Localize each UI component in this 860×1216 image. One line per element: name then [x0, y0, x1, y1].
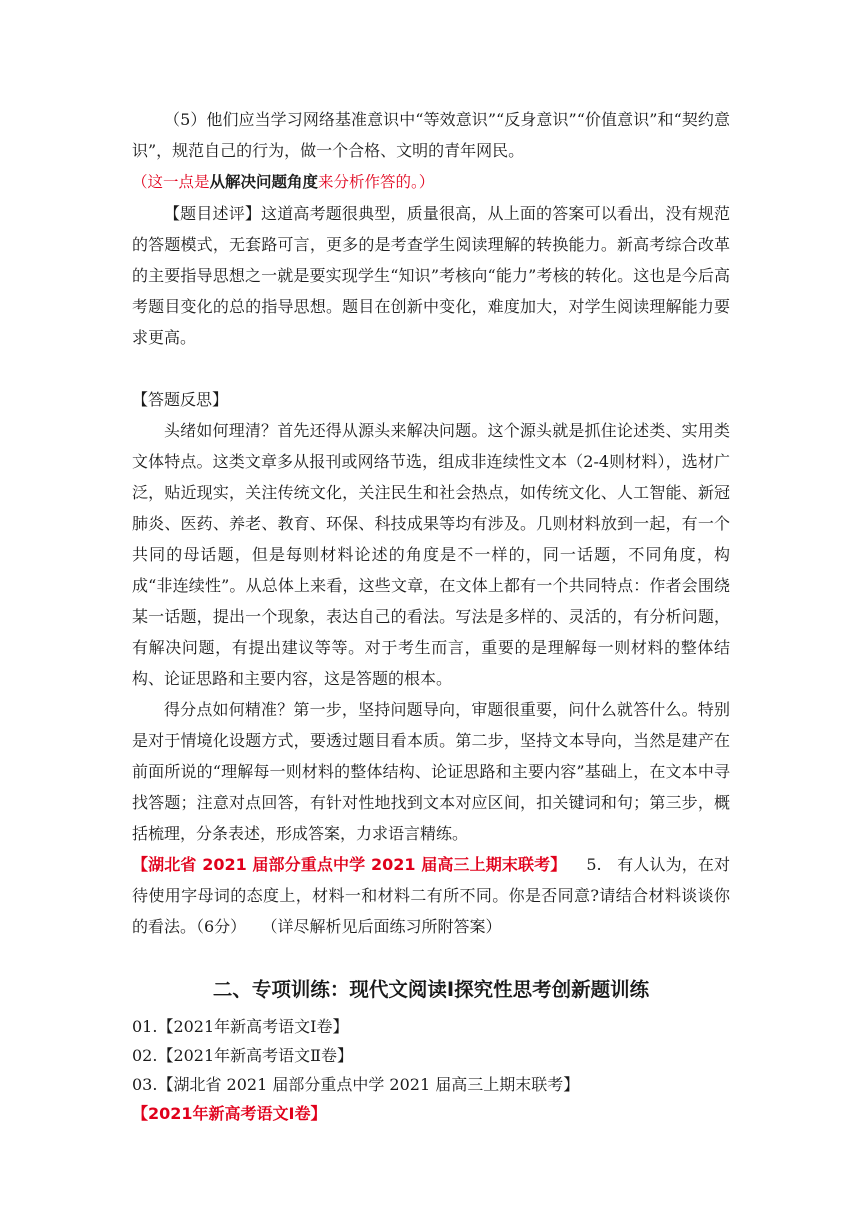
note-close: 来分析作答的。）: [318, 173, 435, 191]
answer-note: [132, 166, 730, 198]
question-text: 有人认为，在对待使用字母词的态度上，材料一和材料二有所不同。你是否同意?请结合材料谈谈你的看法。（6分）: [132, 855, 730, 936]
note-open: （这一点是: [132, 173, 210, 191]
practice-question: [132, 849, 730, 942]
training-item: 02.【2021年新高考语文Ⅱ卷】: [132, 1046, 354, 1065]
reflection-paragraph-1: 头绪如何理清？首先还得从源头来解决问题。这个源头就是抓住论述类、实用类文体特点。这类文章多从报刊或网络节选，组成非连续性文本（2-4则材料），选材广泛，贴近现实，关注传统文化，关注民生和社会热点，如传统文化、人工智能、新冠肺炎、医药、养老、教育、环保、科技成果等均有涉及。几则材料放到一起，有一个共同的母话题，但是每则材料论述的角度是不一样的，同一话题，不同角度，构成“非连续性”。从总体上来看，这些文章，在文体上都有一个共同特点：作者会围绕某一话题，提出一个现象，表达自己的看法。写法是多样的、灵活的，有分析问题，有解决问题，有提出建议等等。对于考生而言，重要的是理解每一则材料的整体结构、论证思路和主要内容，这是答题的根本。: [132, 421, 730, 688]
reflection-paragraph-2: 得分点如何精准？第一步，坚持问题导向，审题很重要，问什么就答什么。特别是对于情境化设题方式，要透过题目看本质。第二步，坚持文本导向，当然是建产在前面所说的“理解每一则材料的整体结构、论证思路和主要内容”基础上，在文本中寻找答题；注意对点回答，有针对性地找到文本对应区间，扣关键词和句；第三步，概括梳理，分条表述，形成答案，力求语言精练。: [132, 700, 730, 843]
training-item: 01.【2021年新高考语文Ⅰ卷】: [132, 1017, 349, 1036]
training-item: 03.【湖北省 2021 届部分重点中学 2021 届高三上期末联考】: [132, 1075, 580, 1094]
training-subheading: 【2021年新高考语文Ⅰ卷】: [132, 1104, 327, 1123]
answer-point-5: （5）他们应当学习网络基准意识中“等效意识”“反身意识”“价值意识”和“契约意识”，规范自己的行为，做一个合格、文明的青年网民。: [132, 110, 730, 160]
question-source: 【湖北省 2021 届部分重点中学 2021 届高三上期末联考】: [132, 855, 567, 874]
question-review: 【题目述评】这道高考题很典型，质量很高，从上面的答案可以看出，没有规范的答题模式，无套路可言，更多的是考查学生阅读理解的转换能力。新高考综合改革的主要指导思想之一就是要实现学生“知识”考核向“能力”考核的转化。这也是今后高考题目变化的总的指导思想。题目在创新中变化，难度加大，对学生阅读理解能力要求更高。: [132, 204, 730, 347]
document-page: [132, 104, 730, 1128]
question-hint: （详尽解析见后面练习所附答案）: [261, 917, 502, 936]
question-number: 5.: [586, 855, 602, 874]
section-heading: 二、专项训练：现代文阅读Ⅰ探究性思考创新题训练: [212, 978, 650, 1001]
training-list: [132, 1012, 730, 1128]
reflection-title: 【答题反思】: [132, 390, 229, 409]
spacer: [132, 353, 730, 384]
note-bold: 从解决问题角度: [209, 172, 319, 191]
